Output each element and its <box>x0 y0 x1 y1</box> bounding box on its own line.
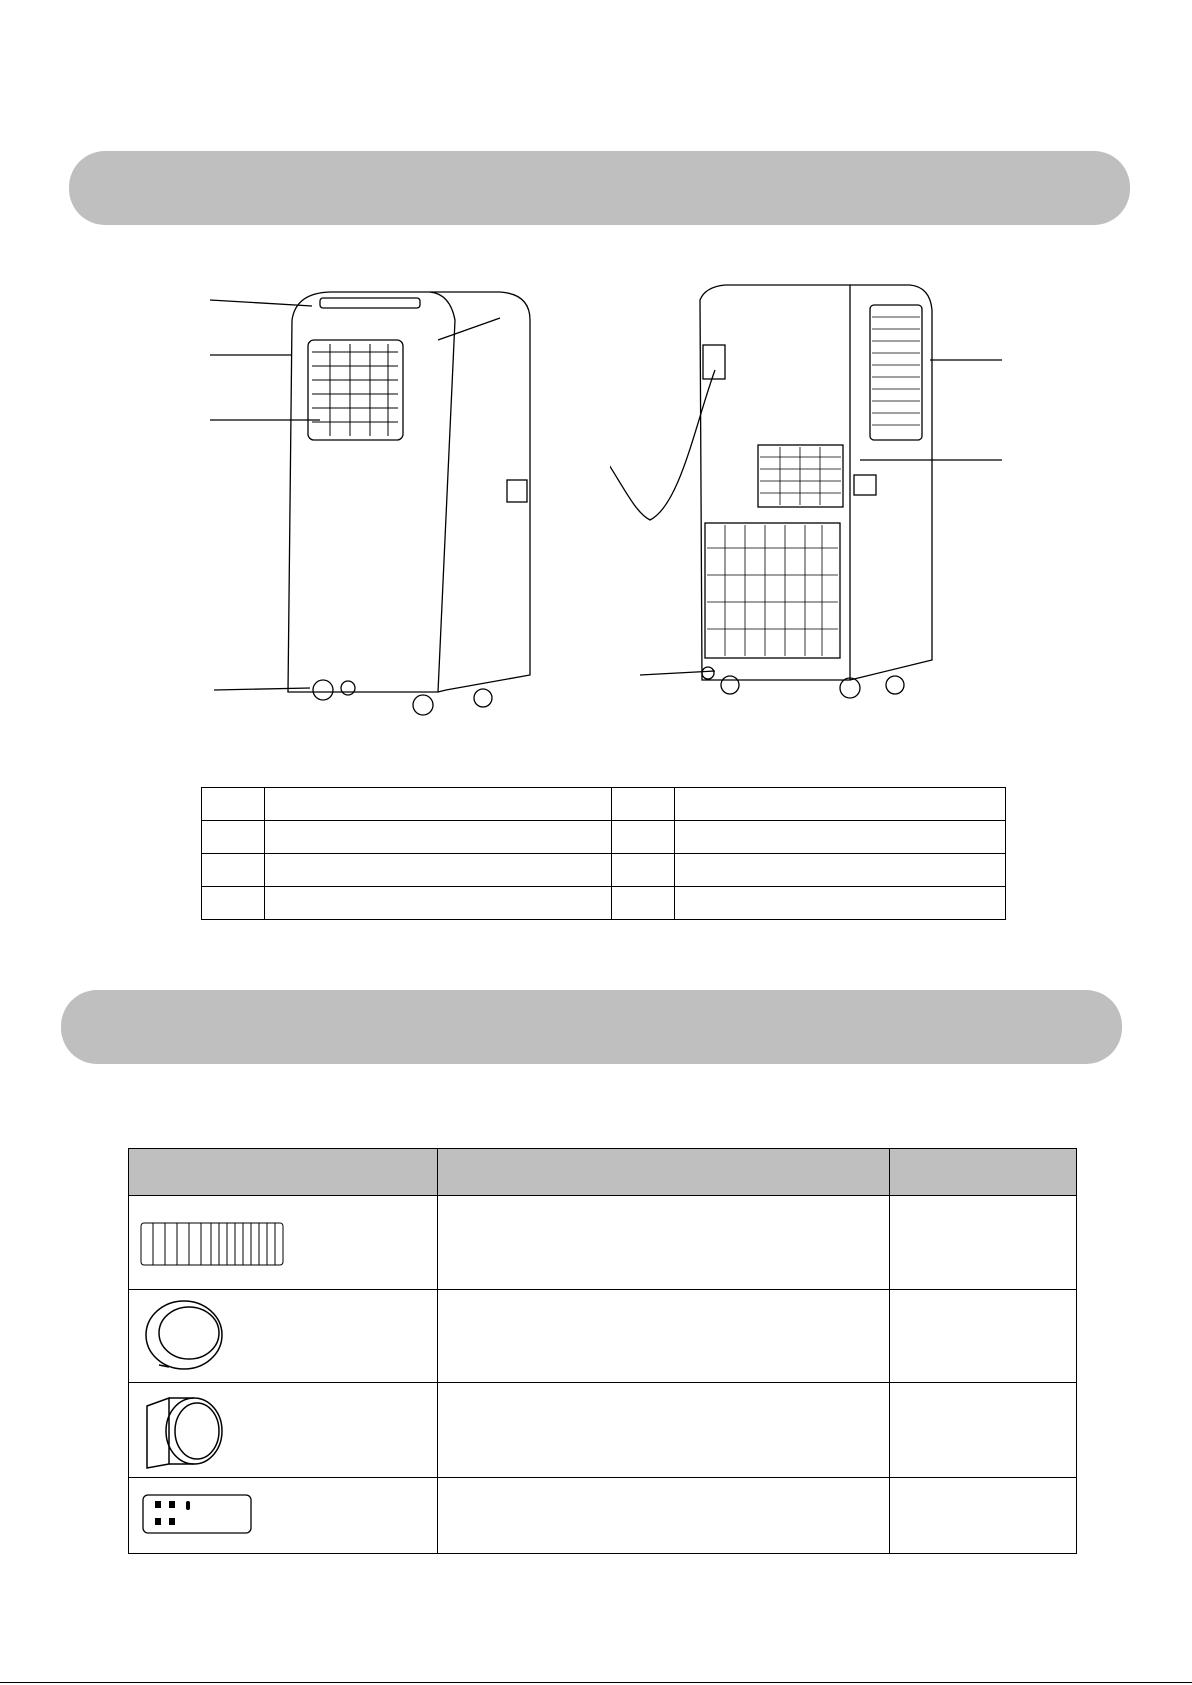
accessory-description-cell <box>438 1196 890 1290</box>
part-number-cell <box>202 887 265 920</box>
table-row <box>129 1383 1077 1478</box>
part-number-cell <box>612 788 675 821</box>
leader-line <box>210 300 312 306</box>
table-row <box>202 788 1006 821</box>
part-name-cell <box>675 821 1006 854</box>
column-header <box>438 1149 890 1196</box>
window-adapter-icon <box>139 1386 239 1471</box>
part-number-cell <box>202 821 265 854</box>
accessory-description-cell <box>438 1383 890 1478</box>
accessory-quantity-cell <box>889 1383 1076 1478</box>
back-view-diagram <box>610 275 1010 740</box>
table-row <box>129 1196 1077 1290</box>
part-number-cell <box>202 854 265 887</box>
exhaust-hose-icon <box>139 1211 289 1271</box>
leader-line <box>214 688 310 690</box>
section-header-banner <box>61 990 1122 1064</box>
accessory-image-cell <box>129 1383 438 1478</box>
column-header <box>889 1149 1076 1196</box>
accessory-description-cell <box>438 1478 890 1554</box>
part-number-cell <box>612 854 675 887</box>
accessory-quantity-cell <box>889 1196 1076 1290</box>
remote-control-icon <box>139 1489 259 1539</box>
part-name-cell <box>265 788 612 821</box>
table-row <box>129 1478 1077 1554</box>
accessory-image-cell <box>129 1290 438 1383</box>
parts-table <box>201 787 1006 920</box>
part-name-cell <box>265 887 612 920</box>
part-number-cell <box>202 788 265 821</box>
part-number-cell <box>612 821 675 854</box>
table-row <box>202 887 1006 920</box>
column-header <box>129 1149 438 1196</box>
accessories-table <box>128 1148 1077 1554</box>
table-header-row <box>129 1149 1077 1196</box>
hose-ring-icon <box>139 1295 239 1375</box>
page-bottom-rule <box>0 1682 1192 1683</box>
part-name-cell <box>265 821 612 854</box>
accessory-image-cell <box>129 1196 438 1290</box>
leader-line <box>640 671 715 675</box>
accessory-image-cell <box>129 1478 438 1554</box>
part-name-cell <box>675 854 1006 887</box>
table-row <box>129 1290 1077 1383</box>
section-header-banner <box>69 151 1130 225</box>
accessory-quantity-cell <box>889 1478 1076 1554</box>
part-name-cell <box>265 854 612 887</box>
part-name-cell <box>675 887 1006 920</box>
table-row <box>202 821 1006 854</box>
part-number-cell <box>612 887 675 920</box>
part-name-cell <box>675 788 1006 821</box>
front-view-diagram <box>200 280 540 740</box>
accessory-quantity-cell <box>889 1290 1076 1383</box>
table-row <box>202 854 1006 887</box>
accessory-description-cell <box>438 1290 890 1383</box>
